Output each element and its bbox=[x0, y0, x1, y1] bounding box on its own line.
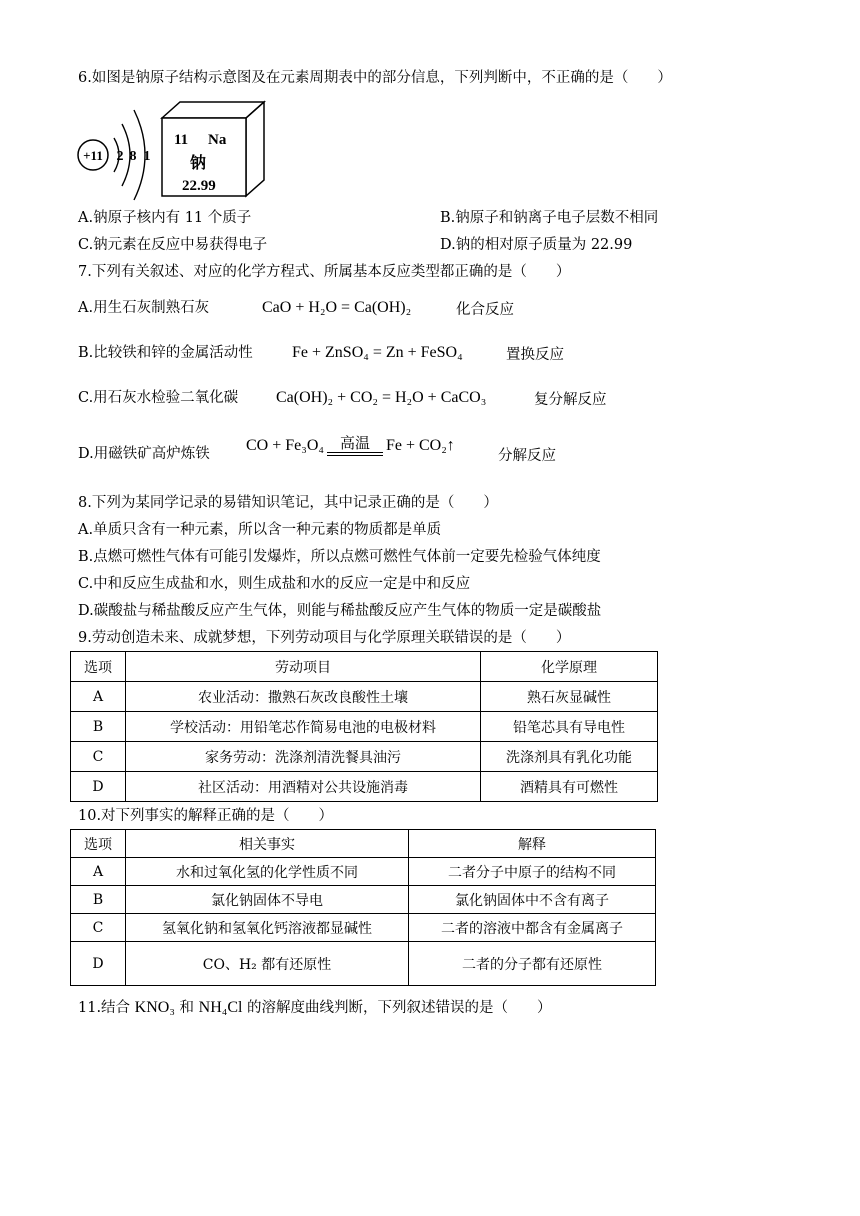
table-header-row bbox=[71, 830, 656, 858]
cell-labor: 学校活动：用铅笔芯作简易电池的电极材料 bbox=[126, 712, 481, 742]
table-row bbox=[71, 942, 656, 986]
table-row bbox=[71, 682, 658, 712]
q7-option-a-type: 化合反应 bbox=[456, 302, 514, 318]
q11-stem: 11.结合 KNO₃ 和 NH₄Cl 的溶解度曲线判断，下列叙述错误的是（ ） bbox=[78, 999, 552, 1016]
cell-principle: 熟石灰显碱性 bbox=[481, 682, 658, 712]
element-symbol: Na bbox=[208, 132, 227, 148]
header-option: 选项 bbox=[71, 652, 126, 682]
electron-shell-2: 8 bbox=[129, 149, 137, 164]
header-option: 选项 bbox=[71, 830, 126, 858]
cell-option: B bbox=[71, 886, 126, 914]
q6-option-d: D.钠的相对原子质量为 22.99 bbox=[440, 237, 633, 253]
q7-option-c-equation: Ca(OH)₂ + CO₂ = H₂O + CaCO₃ bbox=[276, 389, 487, 406]
cell-option: A bbox=[71, 682, 126, 712]
q8-option-c: C.中和反应生成盐和水，则生成盐和水的反应一定是中和反应 bbox=[78, 576, 471, 592]
sodium-atom-structure-diagram bbox=[76, 100, 166, 204]
table-row bbox=[71, 712, 658, 742]
header-fact: 相关事实 bbox=[126, 830, 409, 858]
cell-principle: 洗涤剂具有乳化功能 bbox=[481, 742, 658, 772]
cell-option: D bbox=[71, 942, 126, 986]
periodic-table-cell bbox=[160, 98, 268, 200]
cell-labor: 家务劳动：洗涤剂清洗餐具油污 bbox=[126, 742, 481, 772]
q6-option-b: B.钠原子和钠离子电子层数不相同 bbox=[440, 210, 659, 226]
q9-stem: 9.劳动创造未来、成就梦想，下列劳动项目与化学原理关联错误的是（ ） bbox=[78, 630, 571, 646]
q6-option-c: C.钠元素在反应中易获得电子 bbox=[78, 237, 268, 253]
atomic-mass: 22.99 bbox=[182, 178, 216, 194]
cell-labor: 社区活动：用酒精对公共设施消毒 bbox=[126, 772, 481, 802]
q7-option-a-text: A.用生石灰制熟石灰 bbox=[78, 300, 210, 316]
q7-option-c-type: 复分解反应 bbox=[534, 392, 607, 408]
atomic-number: 11 bbox=[174, 132, 189, 148]
table-row bbox=[71, 772, 658, 802]
header-explanation: 解释 bbox=[409, 830, 656, 858]
nucleus-charge: +11 bbox=[83, 148, 103, 163]
element-name: 钠 bbox=[190, 153, 207, 172]
cell-fact: CO、H₂ 都有还原性 bbox=[126, 942, 409, 986]
cell-principle: 酒精具有可燃性 bbox=[481, 772, 658, 802]
electron-shell-3: 1 bbox=[143, 149, 151, 164]
header-labor: 劳动项目 bbox=[126, 652, 481, 682]
q8-option-a: A.单质只含有一种元素，所以含一种元素的物质都是单质 bbox=[78, 522, 442, 538]
q10-stem: 10.对下列事实的解释正确的是（ ） bbox=[78, 808, 334, 824]
q7-option-b-text: B.比较铁和锌的金属活动性 bbox=[78, 345, 253, 361]
q10-table bbox=[70, 829, 656, 986]
table-header-row bbox=[71, 652, 658, 682]
cell-fact: 氯化钠固体不导电 bbox=[126, 886, 409, 914]
q8-option-b: B.点燃可燃性气体有可能引发爆炸，所以点燃可燃性气体前一定要先检验气体纯度 bbox=[78, 549, 601, 565]
q7-option-b-type: 置换反应 bbox=[506, 347, 564, 363]
q7-option-d-equation: CO + Fe₃O₄ 高温 Fe + CO₂↑ bbox=[246, 428, 455, 464]
cell-option: C bbox=[71, 914, 126, 942]
q7-stem: 7.下列有关叙述、对应的化学方程式、所属基本反应类型都正确的是（ ） bbox=[78, 264, 571, 280]
cell-explanation: 二者的溶液中都含有金属离子 bbox=[409, 914, 656, 942]
table-row bbox=[71, 886, 656, 914]
table-row bbox=[71, 914, 656, 942]
cell-explanation: 氯化钠固体中不含有离子 bbox=[409, 886, 656, 914]
electron-shell-1: 2 bbox=[116, 149, 124, 164]
table-row bbox=[71, 858, 656, 886]
cell-explanation: 二者分子中原子的结构不同 bbox=[409, 858, 656, 886]
table-row bbox=[71, 742, 658, 772]
cell-fact: 水和过氧化氢的化学性质不同 bbox=[126, 858, 409, 886]
cell-fact: 氢氧化钠和氢氧化钙溶液都显碱性 bbox=[126, 914, 409, 942]
q7-option-b-equation: Fe + ZnSO₄ = Zn + FeSO₄ bbox=[292, 344, 463, 361]
q7-option-c-text: C.用石灰水检验二氧化碳 bbox=[78, 390, 239, 406]
cell-option: B bbox=[71, 712, 126, 742]
q9-table bbox=[70, 651, 658, 802]
cell-principle: 铅笔芯具有导电性 bbox=[481, 712, 658, 742]
q7-option-a-equation: CaO + H₂O = Ca(OH)₂ bbox=[262, 299, 412, 316]
header-principle: 化学原理 bbox=[481, 652, 658, 682]
cell-option: C bbox=[71, 742, 126, 772]
q6-stem: 6.如图是钠原子结构示意图及在元素周期表中的部分信息，下列判断中，不正确的是（ ） bbox=[78, 70, 672, 86]
cell-option: A bbox=[71, 858, 126, 886]
cell-labor: 农业活动：撒熟石灰改良酸性土壤 bbox=[126, 682, 481, 712]
q7-option-d-type: 分解反应 bbox=[498, 448, 556, 464]
q8-option-d: D.碳酸盐与稀盐酸反应产生气体，则能与稀盐酸反应产生气体的物质一定是碳酸盐 bbox=[78, 603, 602, 619]
reaction-condition: 高温 bbox=[327, 436, 383, 456]
q8-stem: 8.下列为某同学记录的易错知识笔记，其中记录正确的是（ ） bbox=[78, 495, 498, 511]
q6-option-a: A.钠原子核内有 11 个质子 bbox=[78, 210, 252, 226]
q7-option-d-text: D.用磁铁矿高炉炼铁 bbox=[78, 446, 210, 462]
cell-explanation: 二者的分子都有还原性 bbox=[409, 942, 656, 986]
cell-option: D bbox=[71, 772, 126, 802]
